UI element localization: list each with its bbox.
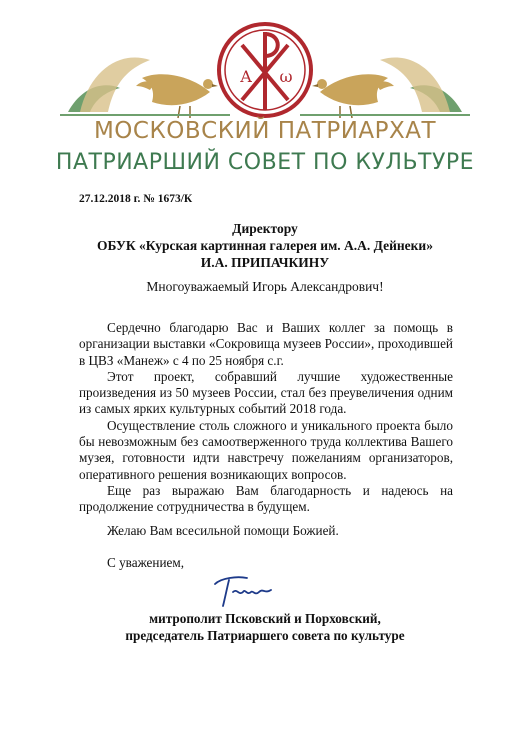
left-dove-icon (60, 57, 230, 118)
paragraph: Этот проект, собравший лучшие художественные произведения из 50 музеев России, стал без преувеличения одним из самых ярких культурных событий 2018 года. (79, 368, 453, 417)
paragraph: Еще раз выражаю Вам благодарность и надеюсь на продолжение сотрудничества в будущем. (79, 482, 453, 515)
addressee-name: И.А. ПРИПАЧКИНУ (200, 255, 330, 270)
paragraph: Сердечно благодарю Вас и Ваших коллег за помощь в организации выставки «Сокровища музеев России», проходившей в ЦВЗ «Манеж» с 4 по 25 ноября с.г. (79, 320, 453, 368)
signer-block (0, 611, 530, 644)
reference-number: 27.12.2018 г. № 1673/К (79, 193, 193, 205)
org-name-council: ПАТРИАРШИЙ СОВЕТ ПО КУЛЬТУРЕ (55, 150, 475, 175)
letterhead (0, 0, 530, 190)
signer-position: председатель Патриаршего совета по культуре (125, 627, 405, 643)
salutation: Многоуважаемый Игорь Александрович! (146, 279, 384, 294)
letterhead-ornament (60, 20, 470, 120)
right-dove-icon (300, 57, 470, 118)
monogram-omega: ω (279, 67, 293, 86)
addressee-title: Директору (232, 221, 298, 236)
monogram-alpha: А (239, 67, 253, 86)
closing-respect: С уважением, (107, 555, 184, 570)
org-name-patriarchate: МОСКОВСКИЙ ПАТРИАРХАТ (93, 118, 437, 144)
handwritten-signature (207, 570, 277, 610)
addressee-organization: ОБУК «Курская картинная галерея им. А.А. Дейнеки» (97, 238, 433, 253)
signer-title: митрополит Псковский и Порховский, (149, 611, 381, 626)
addressee (60, 220, 470, 271)
chi-rho-emblem-icon (219, 24, 311, 116)
letter-body (79, 320, 453, 516)
closing-wish: Желаю Вам всесильной помощи Божией. (107, 523, 339, 538)
paragraph: Осуществление столь сложного и уникального проекта было бы невозможным без самоотверженного труда коллектива Вашего музея, готовности идти навстречу пожеланиям организаторов, оперативного решения возникающих вопросов. (79, 417, 453, 482)
